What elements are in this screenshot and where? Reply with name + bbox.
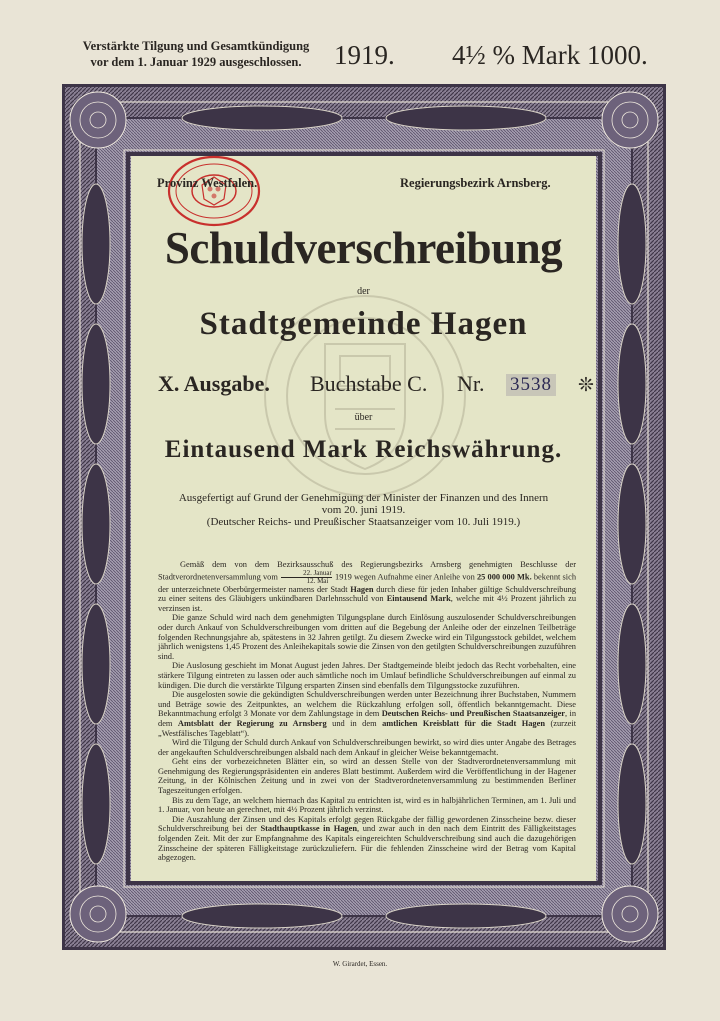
terms-text: Gemäß dem von dem Bezirksausschuß des Regierungsbezirks Arnsberg genehmigten Beschlusse der Stadtverordnetenversammlung vom — [158, 560, 576, 582]
terms-text: Die ausgelosten sowie die gekündigten Schuldverschreibungen werden unter Bezeichnung ihrer Buchstaben, Nummern und Beträge sowie des Zeitpunktes, an welchem die Rückzahlung erfolgen soll, öffentlich bekanntgemacht. Diese Bekanntmachung erfolgt 3 Monate vor dem Zahlungstage in dem — [158, 690, 576, 719]
terms-text: Die Auszahlung der Zinsen und des Kapitals erfolgt gegen Rückgabe der fällig gewordenen Zinsscheine bezw. dieser Schuldverschreibung bei der — [158, 814, 576, 834]
official-seal-stamp — [166, 155, 262, 227]
terms-paragraph-5: Wird die Tilgung der Schuld durch Ankauf von Schuldverschreibungen bewirkt, so wird dies unter Angabe des Betrages der angekauften Schuldverschreibungen alsbald nach dem Ankauf in gleicher Weise bekanntgemacht. — [158, 738, 576, 757]
authorization-line1: Ausgefertigt auf Grund der Genehmigung der Minister der Finanzen und des Innern — [178, 492, 549, 504]
resolution-dates — [281, 570, 332, 585]
document-title: Schuldverschreibung — [164, 223, 563, 273]
serial-number: 3538 — [506, 374, 556, 396]
connector-ueber: über — [354, 412, 373, 423]
terms-text: , und zwar auch in den nach dem Eintritt des Fälligkeitstages folgenden Zeit. Mit der zur Empfangnahme des Kapitals eingereichten Schuldverschreibung sind auch die dazugehörigen Zinsscheine der späteren Fälligkeitstage zurückzuliefern. Für die fehlenden Zinsscheine wird der Betrag vom Kapital abgezogen. — [158, 824, 576, 863]
printer-imprint: W. Girardet, Essen. — [332, 960, 388, 968]
issue-series: X. Ausgabe. — [158, 371, 270, 396]
terms-paragraph-8 — [158, 815, 576, 863]
connector-der: der — [357, 286, 370, 297]
issuer-name: Stadtgemeinde Hagen — [199, 306, 528, 342]
terms-paragraph-1 — [158, 560, 576, 613]
city-emphasis: Hagen — [350, 584, 374, 594]
province-label: Provinz Westfalen. — [157, 176, 258, 190]
redemption-notice-line2: vor dem 1. Januar 1929 ausgeschlossen. — [90, 55, 302, 69]
terms-paragraph-6: Geht eins der vorbezeichneten Blätter ein, so wird an dessen Stelle von der Stadtverordnetenversammlung mit Genehmigung des Regierungspräsidenten ein anderes Blatt bestimmt. Außerdem wird die Veröffentlichung in der Hagener Zeitung, in der Kölnischen Zeitung und in zwei von der Stadtverordnetenversammlung zu bestimmenden Berliner Tageszeitungen erfolgen. — [158, 757, 576, 796]
publication-emphasis: amtlichen Kreisblatt für die Stadt Hagen — [382, 718, 545, 728]
terms-text: durch diese für jeden Inhaber gültige Schuldverschreibung zu einer seitens des Gläubigers unkündbaren Darlehnsschuld von — [158, 584, 577, 604]
terms-text: bekennt sich der unterzeichnete Oberbürgermeister namens der Stadt — [158, 572, 577, 594]
bond-terms-text — [158, 560, 576, 863]
resolution-date-2: 12. Mai — [306, 576, 329, 585]
terms-paragraph-3: Die Auslosung geschieht im Monat August jeden Jahres. Der Stadtgemeinde bleibt jedoch das Recht vorbehalten, eine stärkere Tilgung eintreten zu lassen oder auch sämtliche noch im Umlauf befindliche Schuldverschreibungen auf einmal zu kündigen. Die durch die verstärkte Tilgung ersparten Zinsen sind ebenfalls dem Tilgungsstocke zuzuführen. — [158, 661, 576, 690]
terms-text: , in dem — [158, 709, 577, 728]
terms-text: (zurzeit „Westfälisches Tageblatt“). — [158, 718, 577, 738]
terms-paragraph-7: Bis zu dem Tage, an welchem hiernach das Kapital zu entrichten ist, wird es in halbjährlichen Terminen, am 1. Juli und 1. Januar, von heute an gerechnet, mit 4½ Prozent jährlich verzinst. — [158, 795, 576, 815]
terms-text: , welche mit 4½ Prozent jährlich zu verzinsen ist. — [158, 594, 577, 613]
amount-emphasis: Eintausend Mark — [386, 594, 451, 604]
terms-paragraph-4 — [158, 690, 576, 738]
star-ornament-icon: ❊ — [578, 375, 594, 396]
loan-total: 25 000 000 Mk. — [476, 572, 532, 582]
redemption-notice-line1: Verstärkte Tilgung und Gesamtkündigung — [82, 39, 310, 53]
publication-emphasis: Amtsblatt der Regierung zu Arnsberg — [177, 718, 327, 728]
redemption-notice — [62, 38, 330, 70]
district-label: Regierungsbezirk Arnsberg. — [400, 176, 551, 190]
number-label: Nr. — [457, 371, 485, 396]
publication-emphasis: Deutschen Reichs- und Preußischen Staatsanzeiger — [381, 709, 566, 719]
face-value: Eintausend Mark Reichswährung. — [164, 436, 563, 463]
letter-series: Buchstabe C. — [310, 371, 428, 396]
authorization-line2: vom 20. juni 1919. — [321, 504, 406, 516]
rate-and-denomination: 4½ % Mark 1000. — [452, 40, 648, 70]
resolution-date-1: 22. Januar — [281, 570, 332, 578]
issue-year: 1919. — [334, 40, 395, 70]
authorization-note — [136, 492, 591, 528]
authorization-line3: (Deutscher Reichs- und Preußischer Staatsanzeiger vom 10. Juli 1919.) — [206, 516, 521, 528]
paying-office-emphasis: Stadthauptkasse in Hagen — [260, 824, 357, 834]
terms-paragraph-2: Die ganze Schuld wird nach dem genehmigten Tilgungsplane durch Einlösung auszulosender Schuldverschreibungen oder durch Ankauf von Schuldverschreibungen vom dritten auf die Begebung der Anleihe oder der einzelnen Teilbeträge folgenden Rechnungsjahre ab, spätestens in 32 Jahren getilgt. Zu diesem Zwecke wird ein Tilgungsstock gebildet, welchem jährlich wenigstens 1,45 Prozent des Anleihekapitals sowie die Zinsen von den getilgten Schuldverschreibungen zuzuführen sind. — [158, 613, 576, 661]
terms-text: 1919 wegen Aufnahme einer Anleihe von — [335, 572, 475, 582]
terms-text: und in dem — [332, 718, 377, 728]
